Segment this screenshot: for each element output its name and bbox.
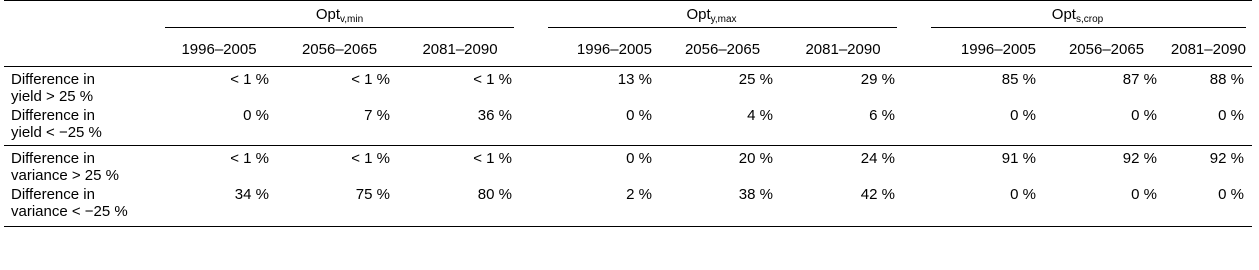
- table-cell: 0 %: [1218, 186, 1244, 203]
- bottom-rule: [4, 227, 1252, 228]
- row-label: Difference in yield < −25 %: [11, 107, 102, 141]
- table-cell: < 1 %: [230, 150, 269, 167]
- table-cell: 88 %: [1209, 71, 1244, 88]
- period-header: 2056–2065: [684, 41, 761, 58]
- table-cell: 92 %: [1122, 150, 1157, 167]
- row-label: Difference in variance < −25 %: [11, 186, 128, 220]
- table-cell: 80 %: [477, 186, 512, 203]
- table-cell: 25 %: [738, 71, 773, 88]
- table-cell: 0 %: [1218, 107, 1244, 124]
- period-header: 2056–2065: [301, 41, 378, 58]
- group-subscript: y,max: [710, 14, 737, 25]
- table-cell: 42 %: [860, 186, 895, 203]
- row-label: Difference in variance > 25 %: [11, 150, 119, 184]
- table-cell: < 1 %: [351, 150, 390, 167]
- table-cell: < 1 %: [473, 71, 512, 88]
- period-header: 2081–2090: [1170, 41, 1246, 58]
- table-cell: 38 %: [738, 186, 773, 203]
- table-cell: 0 %: [626, 107, 652, 124]
- table-cell: 0 %: [1131, 107, 1157, 124]
- corner-cell: [4, 1, 159, 28]
- table-cell: < 1 %: [473, 150, 512, 167]
- table-cell: 91 %: [1001, 150, 1036, 167]
- table-cell: 0 %: [1010, 107, 1036, 124]
- table-cell: 13 %: [617, 71, 652, 88]
- period-header: 2081–2090: [422, 41, 498, 58]
- table-cell: 92 %: [1209, 150, 1244, 167]
- table-cell: 6 %: [869, 107, 895, 124]
- table-cell: 20 %: [738, 150, 773, 167]
- table-cell: 29 %: [860, 71, 895, 88]
- table-cell: 36 %: [477, 107, 512, 124]
- group-subscript: s,crop: [1075, 14, 1104, 25]
- table-row: [4, 105, 1252, 146]
- table-cell: 87 %: [1122, 71, 1157, 88]
- table-cell: < 1 %: [351, 71, 390, 88]
- table-cell: 85 %: [1001, 71, 1036, 88]
- group-header-opt-y-max: [520, 1, 903, 28]
- table-row: [4, 67, 1252, 105]
- table-cell: 4 %: [747, 107, 773, 124]
- table-cell: < 1 %: [230, 71, 269, 88]
- table-row: [4, 146, 1252, 184]
- table-cell: 34 %: [234, 186, 269, 203]
- group-header-opt-v-min: [159, 1, 520, 28]
- period-header: 1996–2005: [576, 41, 652, 58]
- group-title: Opt: [686, 6, 711, 23]
- group-title: Opt: [315, 6, 341, 23]
- table-cell: 0 %: [626, 150, 652, 167]
- table-cell: 24 %: [860, 150, 895, 167]
- group-header-row: [4, 1, 1252, 28]
- group-subscript: v,min: [340, 14, 364, 25]
- group-header-opt-s-crop: [903, 1, 1252, 28]
- period-header: 1996–2005: [181, 41, 257, 58]
- table-cell: 2 %: [626, 186, 652, 203]
- period-header: 2081–2090: [805, 41, 881, 58]
- results-table: [4, 0, 1252, 227]
- table-cell: 0 %: [243, 107, 269, 124]
- table-row: [4, 184, 1252, 227]
- row-label: Difference in yield > 25 %: [11, 71, 95, 105]
- group-title: Opt: [1051, 6, 1076, 23]
- period-header-row: [4, 28, 1252, 67]
- period-header: 1996–2005: [960, 41, 1036, 58]
- period-header: 2056–2065: [1068, 41, 1145, 58]
- table-cell: 0 %: [1010, 186, 1036, 203]
- table-cell: 75 %: [355, 186, 390, 203]
- table-cell: 0 %: [1131, 186, 1157, 203]
- table-cell: 7 %: [364, 107, 390, 124]
